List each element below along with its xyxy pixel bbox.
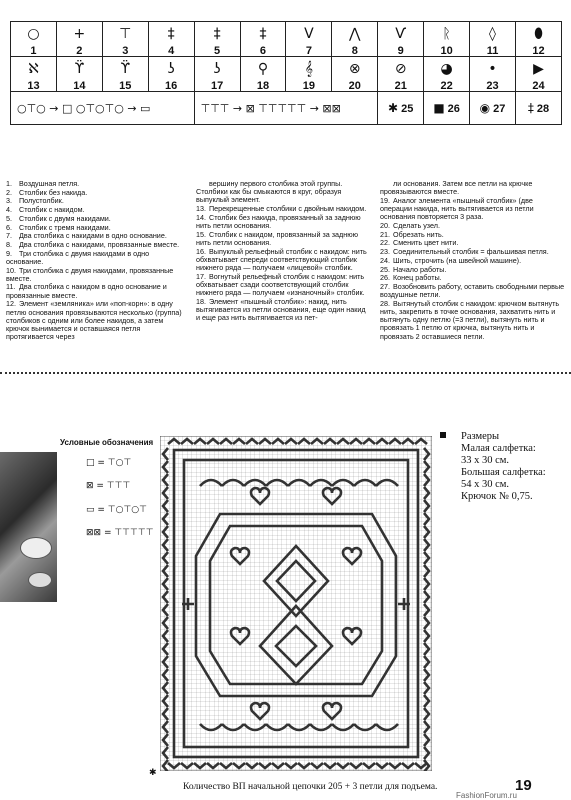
stitch-symbol-icon: ⊗ — [348, 61, 361, 77]
symbol-number: 7 — [305, 45, 312, 57]
legend-number: 28. — [380, 298, 390, 308]
legend-item — [196, 298, 371, 323]
symbol-number: 27 — [493, 103, 506, 115]
legend-number: 21. — [380, 229, 390, 239]
symbol-number: 2 — [76, 45, 83, 57]
legend-text: Столбик с тремя накидами. — [19, 222, 111, 232]
legend-text: Соединительный столбик = фальшивая петля. — [393, 247, 549, 257]
page-number: 19 — [515, 777, 532, 794]
legend-text: ли основания. Затем все петли на крючке провязываются вместе. — [380, 179, 533, 197]
legend-number: 16. — [196, 246, 206, 256]
symbol-number: 28 — [536, 103, 550, 115]
legend-column-3 — [380, 180, 565, 341]
legend-item — [6, 267, 186, 283]
legend-number: 14. — [196, 212, 206, 222]
stitch-symbol-icon: ✱ — [388, 101, 399, 115]
sizes-heading: Размеры — [461, 431, 500, 442]
symbol-number: 23 — [486, 80, 499, 92]
legend-number: 18. — [196, 296, 206, 306]
stitch-symbol-icon: ⊤ — [119, 26, 132, 42]
teacup-image — [20, 537, 52, 559]
symbol-cell — [470, 92, 516, 125]
legend-text: Столбик с двумя накидами. — [19, 213, 111, 223]
symbol-cell — [102, 57, 148, 92]
legend-column-2 — [196, 180, 371, 323]
legend-text: Выпуклый рельефный столбик с накидом: нить обхватывает спереди соответствующий столбик нижнего ряда — получаем «лицевой» столбик. — [196, 246, 367, 273]
hook-size: Крючок № 0,75. — [461, 491, 533, 502]
legend-number: 19. — [380, 195, 390, 205]
legend-number: 6. — [6, 222, 12, 232]
symbol-number: 19 — [302, 80, 316, 92]
symbol-cell — [148, 22, 194, 57]
legend-text: Три столбика с двумя накидами в одно основание. — [6, 248, 150, 266]
stitch-symbol-icon: ◊ — [489, 26, 496, 42]
symbol-number: 16 — [165, 80, 178, 92]
stitch-symbol-icon: + — [73, 26, 86, 42]
legend-number: 5. — [6, 213, 12, 223]
symbol-cell — [11, 57, 57, 92]
legend-text: Столбик без накида. — [19, 187, 88, 197]
symbol-number: 1 — [30, 45, 37, 57]
stitch-to-cross-legend: ⊤⊤⊤ → ⊠ ⊤⊤⊤⊤⊤ → ⊠⊠ — [194, 92, 378, 125]
legend-item — [196, 214, 371, 230]
legend-number: 9. — [6, 248, 12, 258]
stitch-symbol-icon: ◕ — [440, 61, 453, 77]
stitch-symbol-icon: ϔ — [120, 61, 131, 77]
legend-number: 25. — [380, 264, 390, 274]
legend-text: Шить, строчить (на швейной машине). — [393, 255, 522, 265]
stitch-symbol-icon: ⋀ — [349, 26, 361, 42]
legend-text: Столбик с накидом. — [19, 205, 85, 215]
filet-crochet-chart — [160, 436, 432, 771]
symbol-table — [10, 21, 562, 125]
legend-number: 11. — [6, 282, 16, 292]
legend-number: 3. — [6, 196, 12, 206]
legend-item — [6, 300, 186, 341]
legend-text: Два столбика с накидами, провязанные вместе. — [19, 239, 180, 249]
stitch-symbol-icon: ■ — [433, 101, 445, 115]
legend-number: 17. — [196, 271, 206, 281]
stitch-symbol-icon: ϔ — [74, 61, 85, 77]
legend-item — [196, 231, 371, 247]
legend-number: 8. — [6, 239, 12, 249]
condition-item: ⊠ = ⊤⊤⊤ — [86, 481, 131, 491]
stitch-symbol-icon: • — [488, 61, 497, 77]
symbol-number: 4 — [168, 45, 175, 57]
symbol-number: 10 — [440, 45, 453, 57]
symbol-cell — [515, 57, 561, 92]
symbol-cell — [424, 57, 470, 92]
symbol-cell — [240, 22, 286, 57]
stitch-symbol-icon: 𝄞 — [304, 61, 314, 77]
symbol-number: 20 — [348, 80, 361, 92]
legend-text: Перекрещенные столбики с двойным накидом. — [209, 204, 367, 214]
legend-text: Возобновить работу, оставить свободными первые воздушные петли. — [380, 281, 565, 300]
symbol-number: 18 — [256, 80, 270, 92]
saucer-image — [28, 572, 52, 588]
legend-item — [6, 283, 186, 299]
legend-text: Два столбика с накидами в одно основание. — [19, 231, 167, 241]
legend-number: 24. — [380, 255, 390, 265]
legend-number: 7. — [6, 231, 12, 241]
symbol-cell — [102, 22, 148, 57]
stitch-symbol-icon: ⊘ — [394, 61, 407, 77]
legend-item — [196, 248, 371, 273]
stitch-symbol-icon: ‡ — [259, 26, 267, 42]
symbol-cell — [148, 57, 194, 92]
stitch-symbol-icon: ʖ — [213, 61, 221, 77]
legend-text: Три столбика с двумя накидами, провязанные вместе. — [6, 265, 174, 283]
legend-item — [380, 197, 565, 222]
symbol-cell — [56, 22, 102, 57]
symbol-cell — [515, 22, 561, 57]
legend-number: 26. — [380, 273, 390, 283]
small-size-label: Малая салфетка: — [461, 443, 536, 454]
condition-item: ⊠⊠ = ⊤⊤⊤⊤⊤ — [86, 528, 154, 538]
stitch-symbol-icon: ‡ — [527, 101, 534, 115]
symbol-cell — [56, 57, 102, 92]
chain-count-caption: Количество ВП начальной цепочки 205 + 3 петли для подъема. — [183, 782, 438, 792]
legend-text: Конец работы. — [393, 273, 442, 283]
legend-number: 12. — [6, 299, 16, 309]
legend-number: 10. — [6, 265, 16, 275]
symbol-number: 8 — [351, 45, 358, 57]
legend-item — [196, 180, 371, 205]
legend-number: 15. — [196, 229, 206, 239]
symbol-number: 21 — [394, 80, 407, 92]
legend-text: Аналог элемента «пышный столбик» (две операции накида, нить вытягивается из петли основания повторяется 3 раза. — [380, 195, 534, 222]
sizes-block — [461, 431, 546, 503]
legend-number: 27. — [380, 281, 390, 291]
symbol-cell — [378, 22, 424, 57]
legend-text: вершину первого столбика этой группы. Столбики как бы смыкаются в круг, образуя выпуклый элемент. — [196, 179, 343, 205]
doily-photo — [0, 452, 57, 602]
symbol-number: 6 — [259, 45, 267, 57]
legend-text: Столбик без накида, провязанный за заднюю нить петли основания. — [196, 212, 361, 231]
stitch-symbol-icon: ℵ — [28, 61, 39, 77]
watermark: FashionForum.ru — [456, 791, 517, 800]
large-size-label: Большая салфетка: — [461, 467, 546, 478]
legend-text: Сделать узел. — [393, 221, 440, 231]
legend-text: Столбик с накидом, провязанный за заднюю нить петли основания. — [196, 229, 359, 247]
stitch-symbol-icon: Ѵ — [395, 26, 407, 42]
legend-text: Воздушная петля. — [19, 179, 80, 188]
stitch-symbol-icon: ‡ — [167, 26, 175, 42]
legend-text: Начало работы. — [393, 264, 447, 274]
symbol-number: 11 — [486, 45, 499, 57]
symbol-cell — [194, 57, 240, 92]
symbol-cell — [378, 92, 424, 125]
stitch-symbol-icon: ʖ — [167, 61, 175, 77]
legend-item — [380, 283, 565, 299]
stitch-symbol-icon: V — [304, 26, 314, 42]
start-marker-icon: ✱ — [149, 768, 157, 778]
stitch-symbol-icon: ⬮ — [534, 26, 543, 42]
symbol-number: 12 — [532, 45, 545, 57]
symbol-number: 14 — [73, 80, 86, 92]
symbol-cell — [332, 57, 378, 92]
symbol-number: 17 — [210, 80, 224, 92]
legend-text: Обрезать нить. — [393, 229, 444, 239]
legend-item — [6, 250, 186, 266]
symbol-cell — [515, 92, 561, 125]
legend-text: Вогнутый рельефный столбик с накидом: нить обхватывает сзади соответствующий столбик нижнего ряда — получаем «изнаночный» столбик. — [196, 271, 365, 298]
legend-number: 22. — [380, 238, 390, 248]
symbol-number: 15 — [119, 80, 132, 92]
condition-item: □ = ⊤○⊤ — [86, 458, 132, 468]
large-size-value: 54 х 30 см. — [461, 479, 510, 490]
legend-text: Элемент «земляника» или «поп-корн»: в одну петлю основания провязываются несколько (группа) столбиков с одним или более накидов, а затем крючок вынимается и оставшаяся петля протягивается через — [6, 299, 182, 342]
legend-number: 20. — [380, 221, 390, 231]
symbol-number: 3 — [122, 45, 129, 57]
legend-item — [380, 180, 565, 196]
legend-number: 1. — [6, 179, 12, 188]
symbol-cell — [424, 92, 470, 125]
marker-square-icon — [440, 432, 446, 438]
legend-number: 23. — [380, 247, 390, 257]
conditions-title: Условные обозначения — [60, 438, 154, 447]
symbol-number: 24 — [532, 80, 545, 92]
symbol-cell — [470, 22, 516, 57]
legend-text: Сменить цвет нити. — [393, 238, 459, 248]
stitch-symbol-icon: ᚱ — [442, 26, 451, 42]
symbol-cell — [286, 57, 332, 92]
chain-to-cell-legend: ○⊤○ → □ ○⊤○⊤○ → ▭ — [11, 92, 195, 125]
stitch-symbol-icon: ‡ — [213, 26, 221, 42]
stitch-symbol-icon: ○ — [27, 26, 40, 42]
legend-text: Элемент «пышный столбик»: накид, нить вытягивается из петли основания, еще один накид и еще раз нить вытягивается из пет- — [196, 296, 366, 323]
condition-item: ▭ = ⊤○⊤○⊤ — [86, 505, 147, 515]
symbol-number: 26 — [447, 103, 460, 115]
symbol-number: 22 — [440, 80, 453, 92]
symbol-number: 13 — [27, 80, 40, 92]
legend-number: 13. — [196, 204, 206, 214]
stitch-symbol-icon: ▶ — [533, 61, 544, 77]
symbol-cell — [11, 22, 57, 57]
symbol-cell — [286, 22, 332, 57]
symbol-cell — [194, 22, 240, 57]
legend-text: Полустолбик. — [19, 196, 64, 206]
stitch-symbol-icon: ⚲ — [257, 61, 269, 77]
legend-item — [196, 273, 371, 298]
small-size-value: 33 х 30 см. — [461, 455, 510, 466]
legend-text: Вытянутый столбик с накидом: крючком вытянуть нить, закрепить в точке основания, захватить нить и вытянуть одну петлю (=3 петли), вытянуть нить и провязать 1 петлю от крючка, вытянуть нить и провязать 2 оставшиеся петли. — [380, 298, 560, 341]
symbol-cell — [424, 22, 470, 57]
symbol-cell — [240, 57, 286, 92]
legend-text: Два столбика с накидом в одно основание и провязанные вместе. — [6, 282, 167, 300]
symbol-number: 25 — [401, 103, 414, 115]
legend-column-1 — [6, 180, 186, 342]
dotted-divider — [0, 372, 571, 374]
symbol-cell — [378, 57, 424, 92]
legend-item — [380, 300, 565, 341]
stitch-symbol-icon: ◉ — [479, 101, 491, 115]
symbol-cell — [470, 57, 516, 92]
symbol-number: 5 — [214, 45, 221, 57]
symbol-number: 9 — [397, 45, 404, 57]
legend-number: 4. — [6, 205, 12, 215]
symbol-cell — [332, 22, 378, 57]
legend-number: 2. — [6, 187, 12, 197]
